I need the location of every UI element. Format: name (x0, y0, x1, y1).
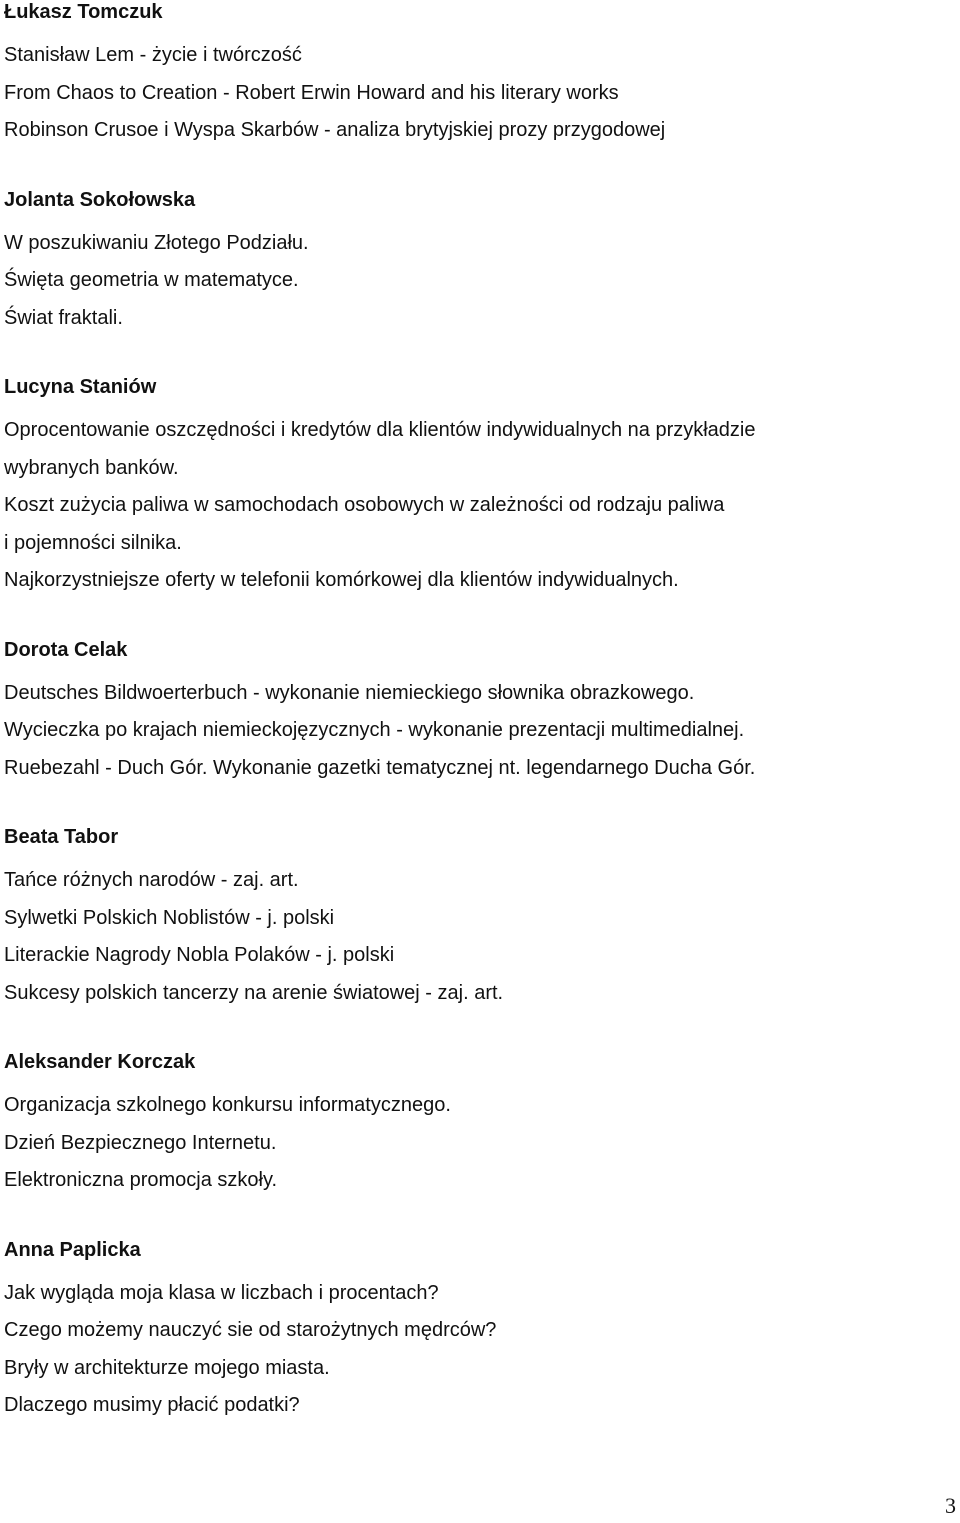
section-dorota-celak (4, 638, 944, 788)
section-jolanta-sokolowska (4, 188, 944, 338)
section-author-name: Łukasz Tomczuk (4, 1, 163, 23)
topic-item: Ruebezahl - Duch Gór. Wykonanie gazetki tematycznej nt. legendarnego Ducha Gór. (4, 756, 756, 779)
topic-item: Świat fraktali. (4, 306, 123, 329)
topic-item: Bryły w architekturze mojego miasta. (4, 1356, 330, 1379)
topic-item: Stanisław Lem - życie i twórczość (4, 44, 302, 66)
page-number: 3 (945, 1493, 956, 1518)
section-spacer (4, 787, 944, 825)
topic-item: Dlaczego musimy płacić podatki? (4, 1394, 300, 1416)
section-author-name: Aleksander Korczak (4, 1051, 196, 1073)
section-lucyna-staniow (4, 375, 944, 600)
document-body (4, 0, 944, 1425)
section-author-name: Anna Paplicka (4, 1238, 141, 1261)
section-lukasz-tomczuk (4, 0, 944, 150)
section-author-name: Jolanta Sokołowska (4, 188, 196, 211)
section-spacer (4, 150, 944, 188)
topic-item: Jak wygląda moja klasa w liczbach i procentach? (4, 1281, 439, 1304)
section-author-name: Dorota Celak (4, 638, 128, 661)
topic-item: From Chaos to Creation - Robert Erwin Howard and his literary works (4, 81, 619, 104)
topic-item: Czego możemy nauczyć sie od starożytnych mędrców? (4, 1319, 497, 1341)
topic-item: Tańce różnych narodów - zaj. art. (4, 869, 299, 891)
topic-item: Wycieczka po krajach niemieckojęzycznych - wykonanie prezentacji multimedialnej. (4, 719, 745, 741)
topic-item: Elektroniczna promocja szkoły. (4, 1169, 278, 1191)
topic-item: Sukcesy polskich tancerzy na arenie światowej - zaj. art. (4, 981, 504, 1004)
topic-item: Literackie Nagrody Nobla Polaków - j. polski (4, 944, 395, 966)
topic-item-continuation: wybranych banków. (4, 456, 179, 479)
section-anna-paplicka (4, 1238, 944, 1425)
section-spacer (4, 1200, 944, 1238)
section-spacer (4, 337, 944, 375)
section-aleksander-korczak (4, 1050, 944, 1200)
section-spacer (4, 1012, 944, 1050)
section-author-name: Beata Tabor (4, 826, 119, 848)
topic-item: W poszukiwaniu Złotego Podziału. (4, 231, 309, 254)
topic-item: Deutsches Bildwoerterbuch - wykonanie niemieckiego słownika obrazkowego. (4, 681, 695, 704)
topic-item: Organizacja szkolnego konkursu informatycznego. (4, 1094, 451, 1116)
topic-item: Robinson Crusoe i Wyspa Skarbów - analiza brytyjskiej prozy przygodowej (4, 119, 666, 141)
topic-item-continuation: i pojemności silnika. (4, 531, 182, 554)
topic-item: Dzień Bezpiecznego Internetu. (4, 1131, 277, 1154)
section-beata-tabor (4, 825, 944, 1012)
section-spacer (4, 600, 944, 638)
topic-item: Święta geometria w matematyce. (4, 269, 299, 291)
topic-item: Sylwetki Polskich Noblistów - j. polski (4, 906, 335, 929)
topic-item: Oprocentowanie oszczędności i kredytów dla klientów indywidualnych na przykładzie (4, 419, 756, 441)
topic-item: Koszt zużycia paliwa w samochodach osobowych w zależności od rodzaju paliwa (4, 494, 725, 516)
topic-item: Najkorzystniejsze oferty w telefonii komórkowej dla klientów indywidualnych. (4, 569, 679, 591)
section-author-name: Lucyna Staniów (4, 376, 157, 398)
